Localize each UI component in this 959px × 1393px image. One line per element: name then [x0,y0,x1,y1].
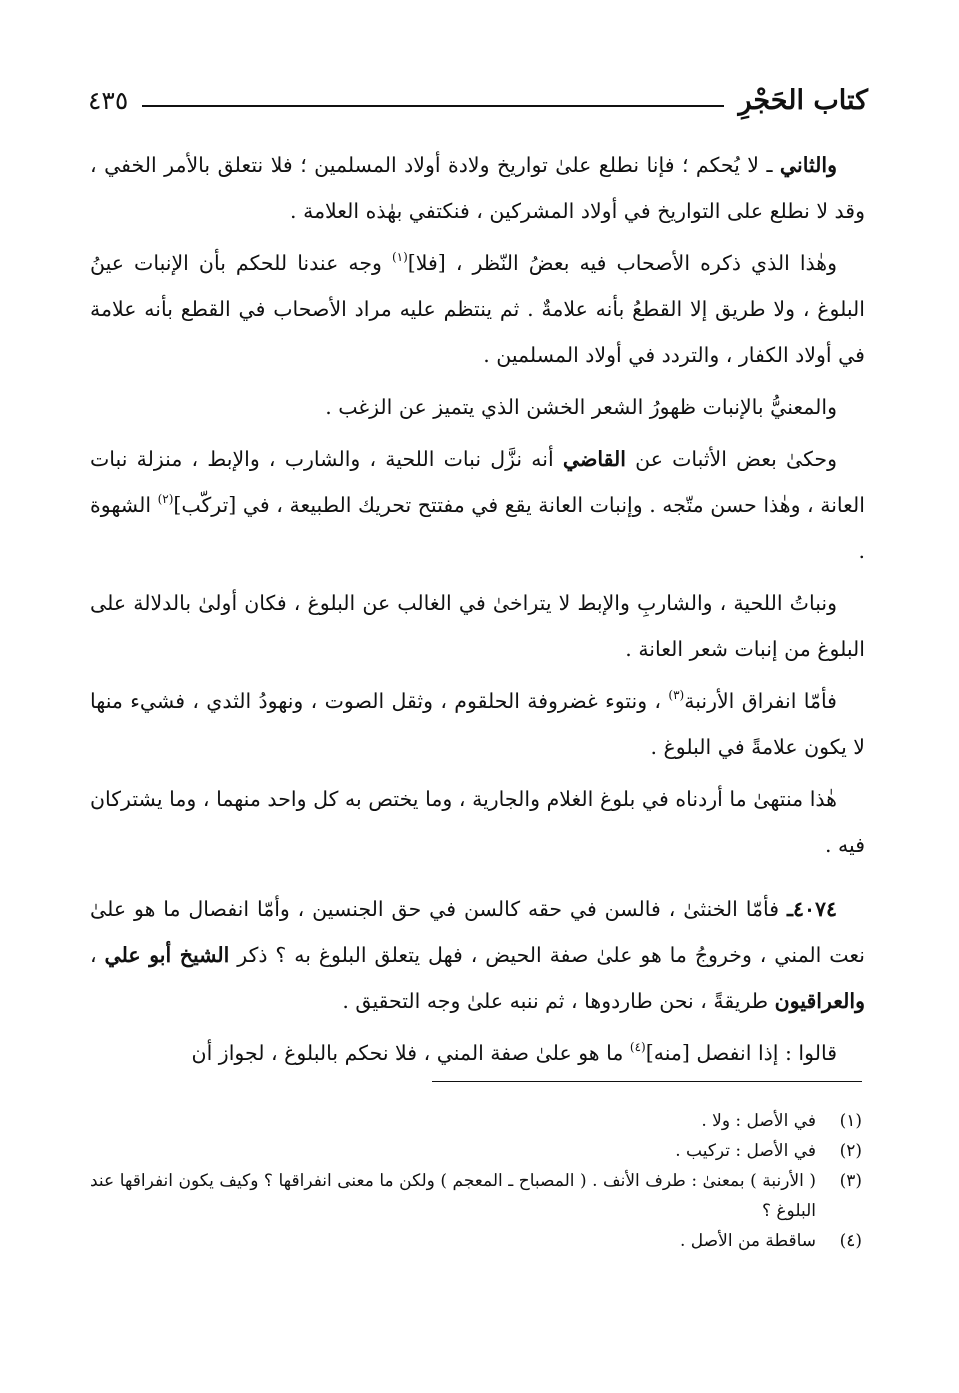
paragraph-3: والمعنيُّ بالإنبات ظهورُ الشعر الخشن الذي يتميز عن الزغب . [325,395,837,419]
paragraph-4 [90,436,865,574]
paragraph-text: أنه نزَّل نبات اللحية ، والشارب ، والإبط ، منزلة نبات العانة ، وهٰذا حسن متّجه . وإنبات العانة يقع في مفتتح تحريك الطبيعة ، في [تركّب] [90,447,865,517]
footnote-text: ساقطة من الأصل . [680,1231,816,1251]
paragraph-text: ما هو علىٰ صفة المني ، فلا نحكم بالبلوغ ، لجواز أن [191,1041,630,1065]
paragraph-2 [90,240,865,378]
paragraph-1 [90,142,865,234]
paragraph-text: قالوا : إذا انفصل [منه] [645,1041,837,1065]
paragraph-text: وحكىٰ بعض الأثبات عن [625,447,837,471]
footnote [90,1136,862,1166]
footnote-text: ( الأرنبة ) بمعنىٰ : طرف الأنف . ( المصباح ـ المعجم ) ولكن ما معنى انفراقها ؟ وكيف يكون انفراقها عند البلوغ ؟ [90,1171,816,1221]
footnote-separator [432,1081,862,1082]
bold-term: والثاني [779,153,837,177]
footnote-ref-3: (٣) [668,688,685,702]
footnote-text: في الأصل : ولا . [701,1111,816,1131]
footnote-ref-2: (٢) [157,492,174,506]
paragraph-text: فأمّا انفراق الأرنبة [684,689,837,713]
paragraph-text: ، ونتوء غضروفة الحلقوم ، وثقل الصوت ، ونهودُ الثدي ، فشيء منها لا يكون علامةً في البلوغ . [90,689,865,759]
footnote [90,1166,862,1226]
paragraph-text: ـ لا يُحكم ؛ فإنا نطلع علىٰ تواريخ ولادة أولاد المسلمين ؛ فلا نتعلق بالأمر الخفي ، وقد لا نطلع على التواريخ في أولاد المشركين ، فنكتفي بهٰذه العلامة . [90,153,865,223]
main-text [90,142,865,1082]
paragraph-text: وجه عندنا للحكم بأن الإنبات عينُ البلوغ ، ولا طريق إلا القطعُ بأنه علامةٌ . ثم ينتظم عليه مراد الأصحاب في القطع بأنه علامة في أولاد الكفار ، والتردد في أولاد المسلمين . [90,251,865,367]
bold-term: الشيخ أبو علي [104,943,230,967]
footnote-number: (٣) [839,1171,862,1191]
footnote-ref-4: (٤) [629,1040,646,1054]
paragraph-6 [90,678,865,770]
footnote-number: (٢) [839,1141,862,1161]
footnote [90,1226,862,1256]
footnote [90,1106,862,1136]
paragraph-text: ، [90,943,105,967]
footnote-text: في الأصل : تركيب . [675,1141,816,1161]
paragraph-8 [90,886,865,1024]
paragraph-text: طريقةً ، نحن طاردوها ، ثم ننبه علىٰ وجه التحقيق . [342,989,775,1013]
section-number: ٤٠٧٤ـ [786,897,837,921]
bold-term: القاضي [562,447,626,471]
bold-term: والعراقيون [774,989,865,1013]
footnote-number: (٤) [839,1231,862,1251]
footnotes [90,1106,862,1256]
paragraph-5: ونباتُ اللحية ، والشاربِ والإبط لا يتراخىٰ في الغالب عن البلوغ ، فكان أولىٰ بالدلالة على البلوغ من إنبات شعر العانة . [90,591,865,661]
footnote-ref-1: (١) [391,250,408,264]
footnote-number: (١) [839,1111,862,1131]
header-rule [142,105,724,107]
paragraph-text: الشهوة . [90,493,865,563]
paragraph-9 [90,1030,865,1076]
paragraph-text: وهٰذا الذي ذكره الأصحاب فيه بعضُ النّظر ، [فلا] [407,251,837,275]
paragraph-text: فأمّا الخنثىٰ ، فالسن في حقه كالسن في حق الجنسين ، وأمّا انفصال ما هو علىٰ نعت المني ، وخروجُ ما هو علىٰ صفة الحيض ، فهل يتعلق البلوغ به ؟ ذكر [90,897,865,967]
page-number: ٤٣٥ [88,85,129,115]
running-title: كتاب الحَجْرِ [738,84,868,116]
paragraph-7: هٰذا منتهىٰ ما أردناه في بلوغ الغلام والجارية ، وما يختص به كل واحد منهما ، وما يشتركان فيه . [90,787,865,857]
page-header [88,80,868,120]
